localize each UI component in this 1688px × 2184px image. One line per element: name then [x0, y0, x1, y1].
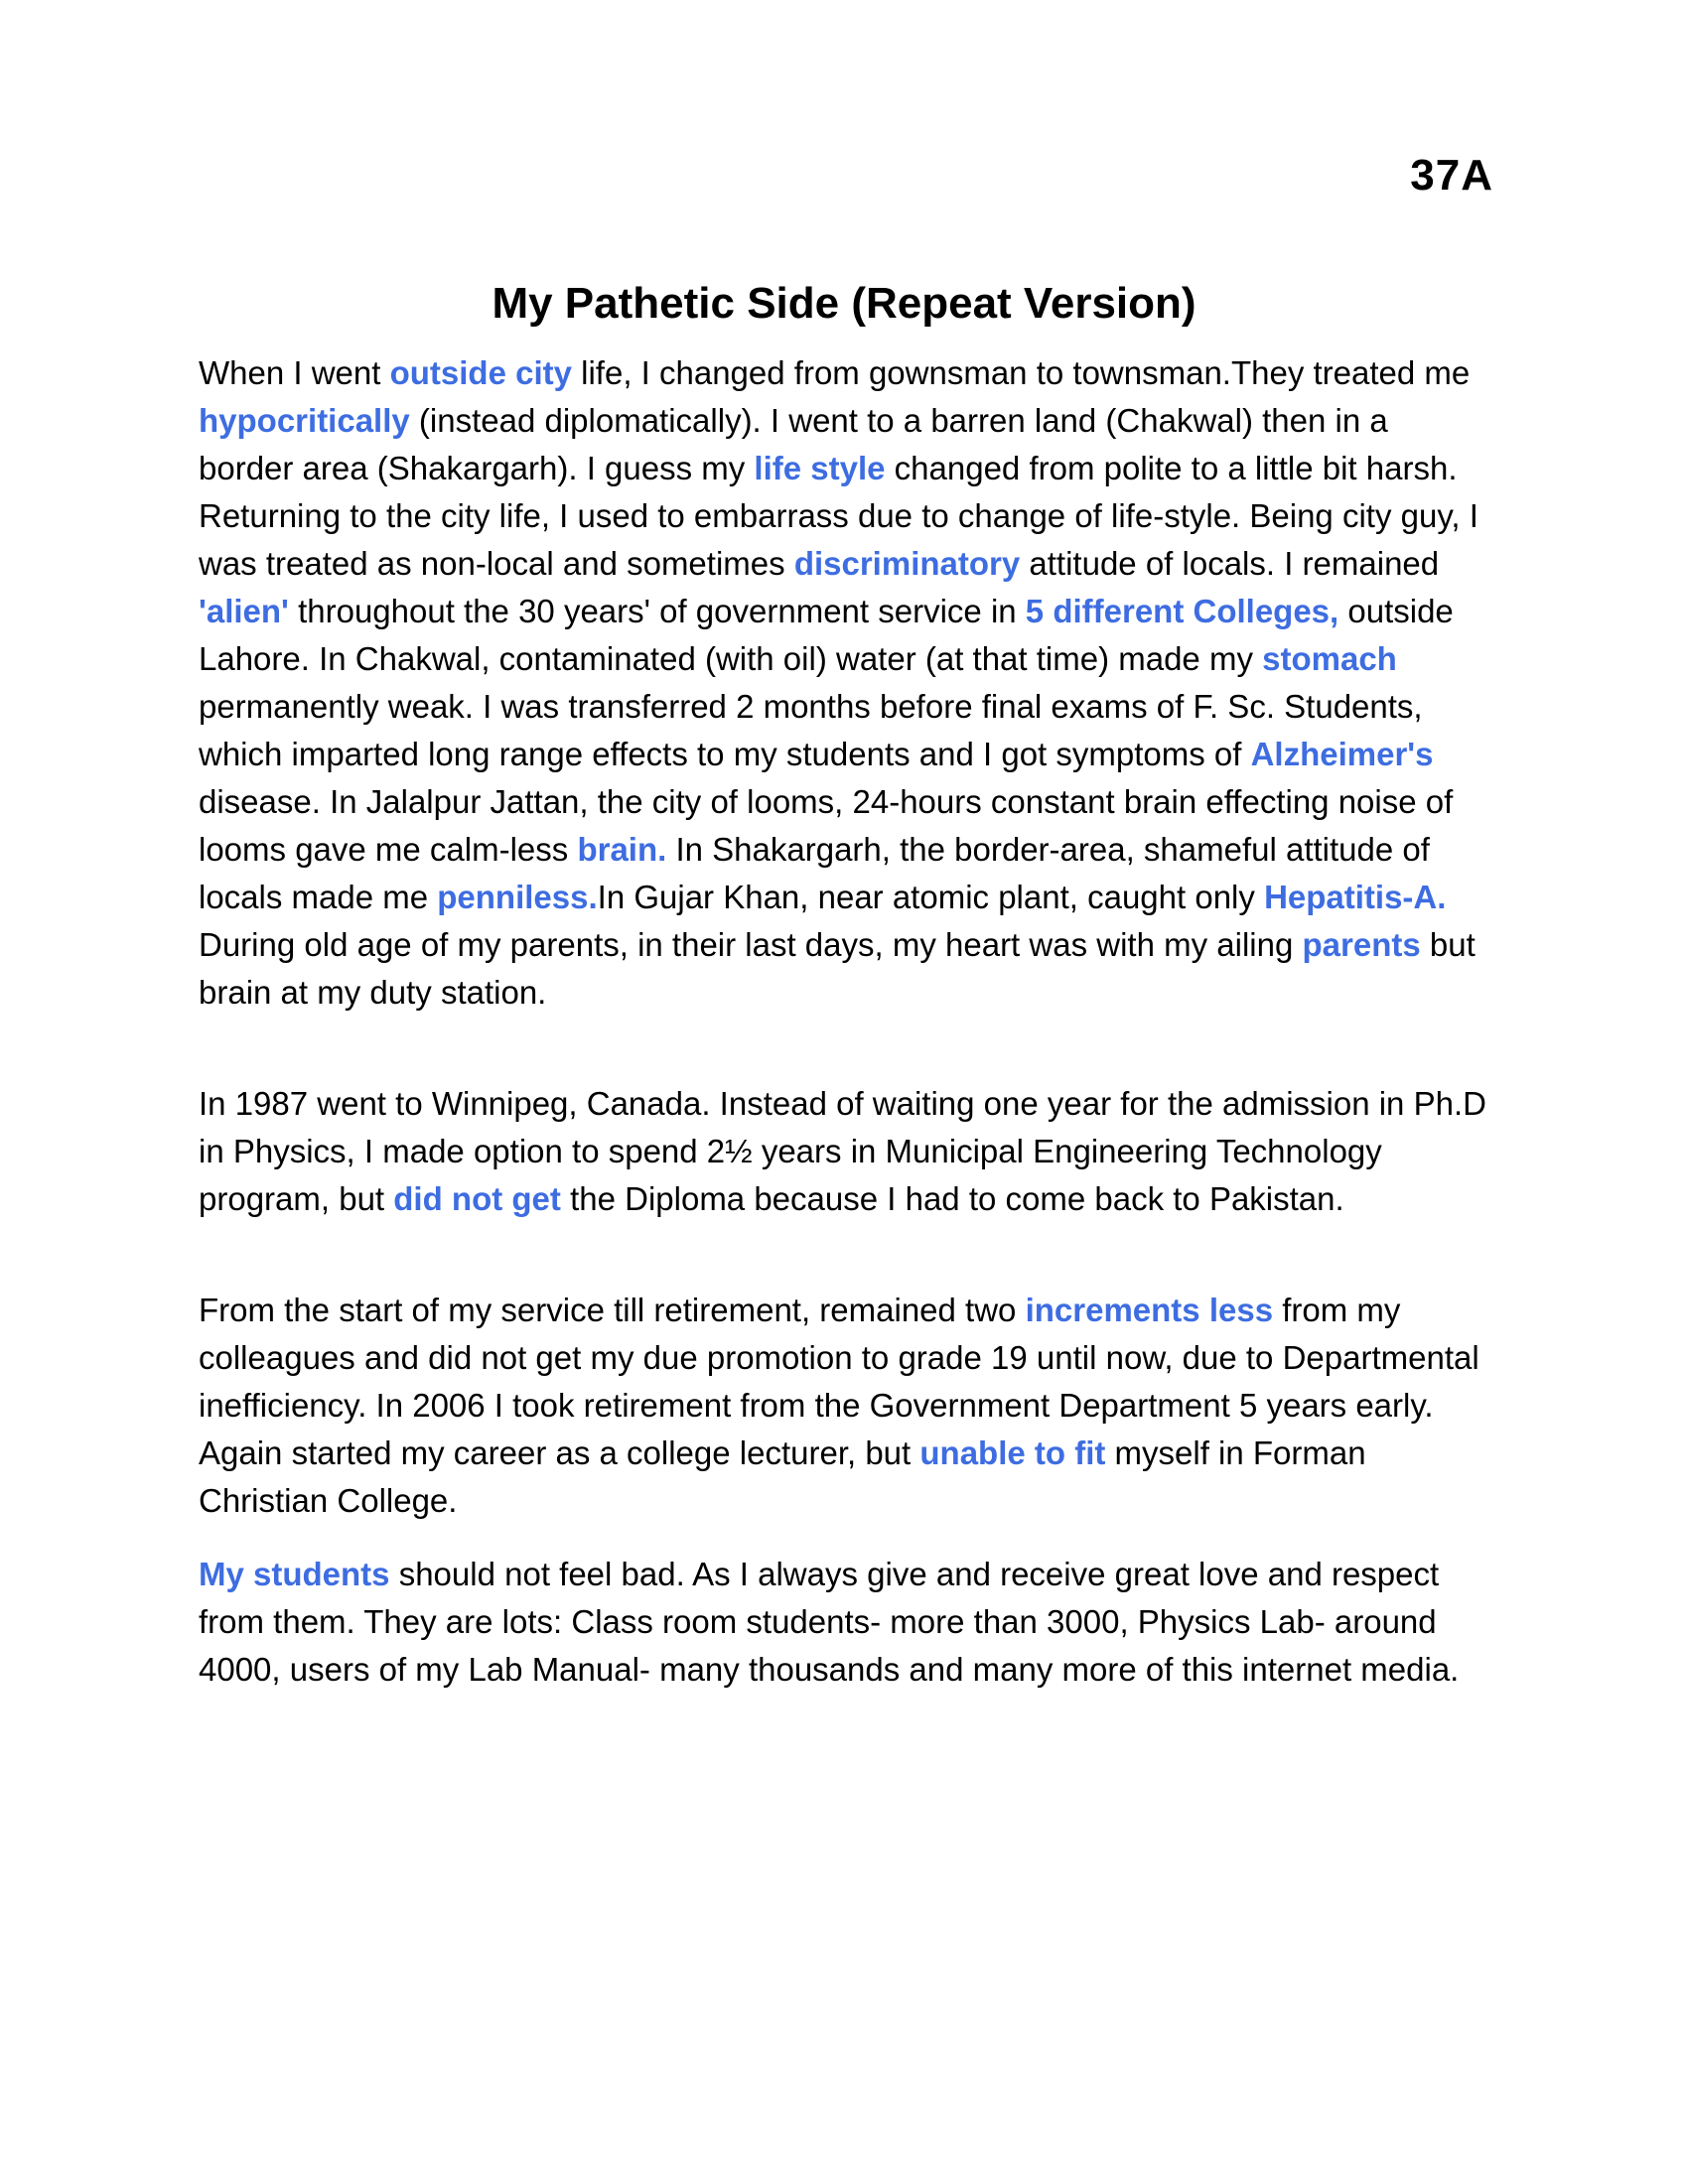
body-text: the Diploma because I had to come back to Pakistan. [560, 1180, 1344, 1217]
body-text: permanently weak. I was transferred 2 months before final exams of F. Sc. Students, which imparted long range effects to my students and I got symptoms of [199, 688, 1423, 772]
body-text: life, I changed from gownsman to townsman.They treated me [571, 354, 1471, 391]
body-text: outside Lahore. In Chakwal, contaminated (with oil) water (at that time) made my [199, 593, 1454, 677]
paragraph [199, 1080, 1489, 1223]
highlighted-text: unable to fit [919, 1434, 1106, 1471]
body-text: from my colleagues and did not get my due promotion to grade 19 until now, due to Departmental inefficiency. In 2006 I took retirement from the Government Department 5 years early. Again started my career as a college lecturer, but [199, 1292, 1479, 1471]
body-text: During old age of my parents, in their last days, my heart was with my ailing [199, 926, 1303, 963]
highlighted-text: outside city [389, 354, 572, 391]
document-body [199, 349, 1489, 1757]
highlighted-text: parents [1302, 926, 1421, 963]
body-text: should not feel bad. As I always give and receive great love and respect from them. They are lots: Class room students- more than 3000, Physics Lab- around 4000, users of my Lab Manual- many thousands and many more of this internet media. [199, 1556, 1460, 1688]
paragraph [199, 1287, 1489, 1525]
body-text: myself in Forman Christian College. [199, 1434, 1366, 1519]
body-text: disease. In Jalalpur Jattan, the city of looms, 24-hours constant brain effecting noise of looms gave me calm-less [199, 783, 1454, 868]
highlighted-text: discriminatory [793, 545, 1021, 582]
highlighted-text: increments less [1025, 1292, 1274, 1328]
highlighted-text: 5 different Colleges, [1025, 593, 1339, 629]
body-text: When I went [199, 354, 390, 391]
highlighted-text: Hepatitis-A. [1264, 879, 1447, 915]
highlighted-text: life style [754, 450, 886, 486]
document-title: My Pathetic Side (Repeat Version) [492, 279, 1196, 329]
body-text: From the start of my service till retirement, remained two [199, 1292, 1026, 1328]
paragraph [199, 349, 1489, 1017]
highlighted-text: 'alien' [199, 593, 289, 629]
body-text: In Gujar Khan, near atomic plant, caught only [597, 879, 1265, 915]
body-text: but brain at my duty station. [199, 926, 1476, 1011]
body-text: changed from polite to a little bit harsh. Returning to the city life, I used to embarrass due to change of life-style. Being city guy, I was treated as non-local and sometimes [199, 450, 1478, 582]
page-number: 37A [1410, 151, 1493, 200]
highlighted-text: hypocritically [199, 402, 410, 439]
highlighted-text: brain. [577, 831, 667, 868]
body-text: In Shakargarh, the border-area, shameful attitude of locals made me [199, 831, 1430, 915]
highlighted-text: My students [199, 1556, 390, 1592]
highlighted-text: stomach [1262, 640, 1397, 677]
body-text: In 1987 went to Winnipeg, Canada. Instead of waiting one year for the admission in Ph.D in Physics, I made option to spend 2½ years in Municipal Engineering Technology program, but [199, 1085, 1486, 1217]
body-text: attitude of locals. I remained [1020, 545, 1440, 582]
paragraph [199, 1551, 1489, 1694]
highlighted-text: penniless. [437, 879, 598, 915]
highlighted-text: did not get [393, 1180, 561, 1217]
highlighted-text: Alzheimer's [1250, 736, 1434, 772]
body-text: (instead diplomatically). I went to a barren land (Chakwal) then in a border area (Shakargarh). I guess my [199, 402, 1388, 486]
body-text: throughout the 30 years' of government service in [288, 593, 1026, 629]
